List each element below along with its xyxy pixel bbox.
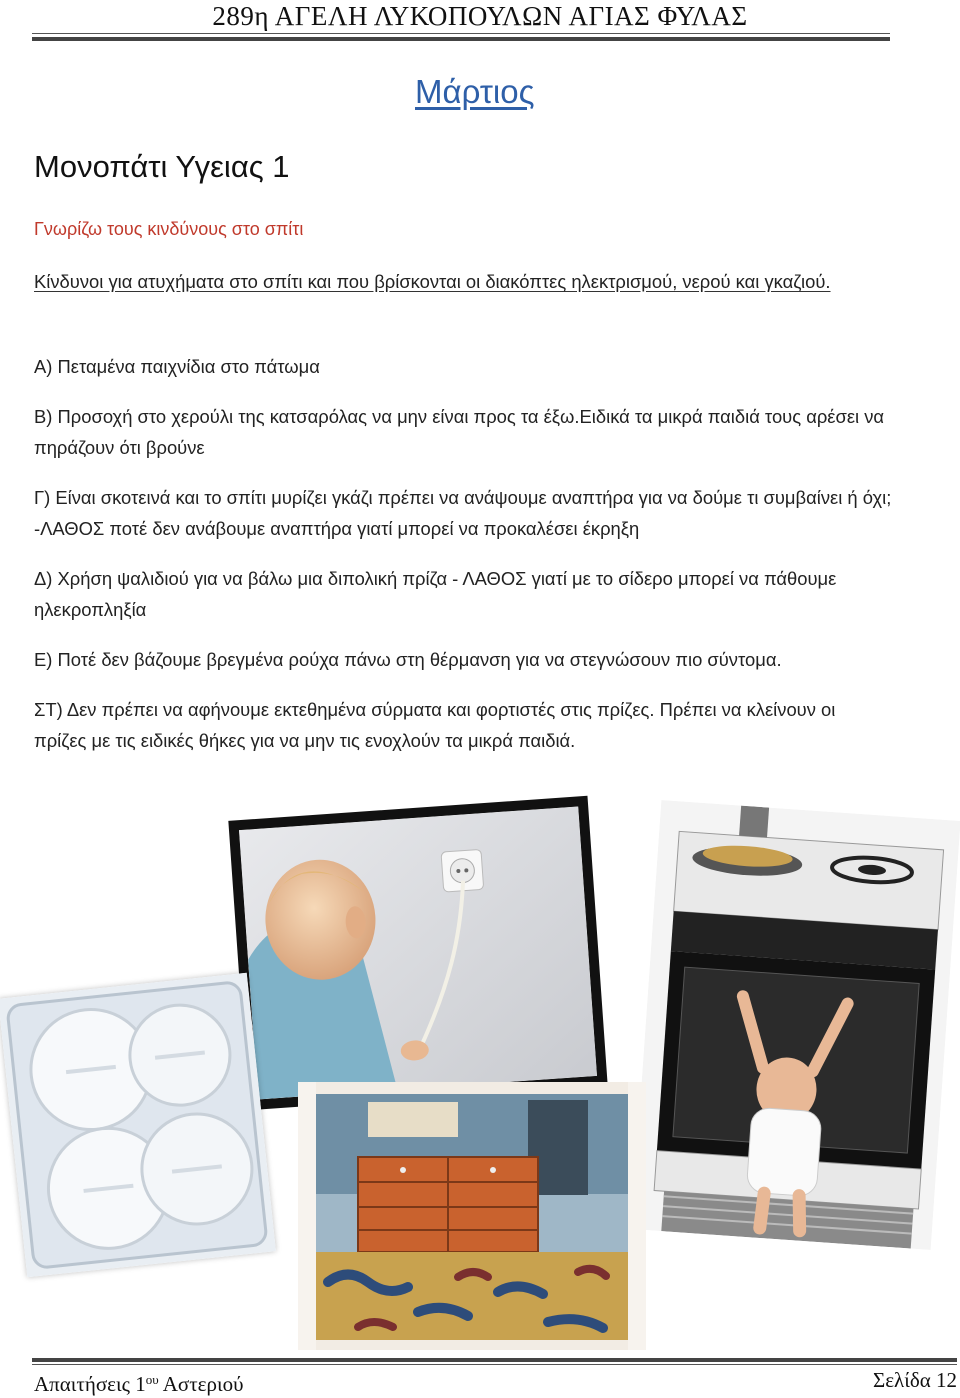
- footer-requirements-prefix: Απαιτήσεις 1: [34, 1372, 146, 1396]
- page-heading: Μονοπάτι Υγειας 1: [34, 149, 290, 184]
- month-title: Μάρτιος: [415, 73, 535, 110]
- photo-child-oven: [631, 800, 960, 1250]
- item-d: Δ) Χρήση ψαλιδιού για να βάλω μια διπολική πρίζα - ΛΑΘΟΣ γιατί με το σίδερο μπορεί να πάθουμε ηλεκροπληξία: [34, 568, 837, 620]
- header-divider: [32, 33, 890, 34]
- footer-divider-thick: [32, 1358, 957, 1362]
- intro-paragraph: Κίνδυνοι για ατυχήματα στο σπίτι και που βρίσκονται οι διακόπτες ηλεκτρισμού, νερού και γκαζιού.: [34, 271, 831, 292]
- photo-messy-room: [298, 1082, 646, 1350]
- item-b: Β) Προσοχή στο χερούλι της κατσαρόλας να μην είναι προς τα έξω.Ειδικά τα μικρά παιδιά τους αρέσει να πηράζουν ότι βρούνε: [34, 406, 885, 458]
- item-c: Γ) Είναι σκοτεινά και το σπίτι μυρίζει γκάζι πρέπει να ανάψουμε αναπτήρα για να δούμε τι συμβαίνει ή όχι; -ΛΑΘΟΣ ποτέ δεν ανάβουμε αναπτήρα γιατί μπορεί να προκαλέσει έκρηξη: [34, 487, 892, 539]
- footer-divider: [32, 1364, 957, 1365]
- photo-outlet-covers: [0, 973, 276, 1278]
- section-subheading: Γνωρίζω τους κινδύνους στο σπίτι: [34, 219, 304, 239]
- footer-requirements-ordinal: ου: [145, 1372, 159, 1387]
- item-a: Α) Πεταμένα παιχνίδια στο πάτωμα: [34, 356, 320, 377]
- item-st: ΣΤ) Δεν πρέπει να αφήνουμε εκτεθημένα σύρματα και φορτιστές στις πρίζες. Πρέπει να κλείνουν οι πρίζες με τις ειδικές θήκες για να μην τις ενοχλούν τα μικρά παιδιά.: [34, 699, 836, 751]
- header-divider-thick: [32, 37, 890, 41]
- footer-requirements: [34, 1366, 244, 1398]
- page-number: Σελίδα 12: [872, 1368, 957, 1392]
- photo-child-outlet: [228, 796, 607, 1110]
- item-e: Ε) Ποτέ δεν βάζουμε βρεγμένα ρούχα πάνω στη θέρμανση για να στεγνώσουν πιο σύντομα.: [34, 649, 782, 670]
- footer-requirements-suffix: Αστεριού: [158, 1372, 244, 1396]
- header-title: 289η ΑΓΕΛΗ ΛΥΚΟΠΟΥΛΩΝ ΑΓΙΑΣ ΦΥΛΑΣ: [212, 1, 748, 31]
